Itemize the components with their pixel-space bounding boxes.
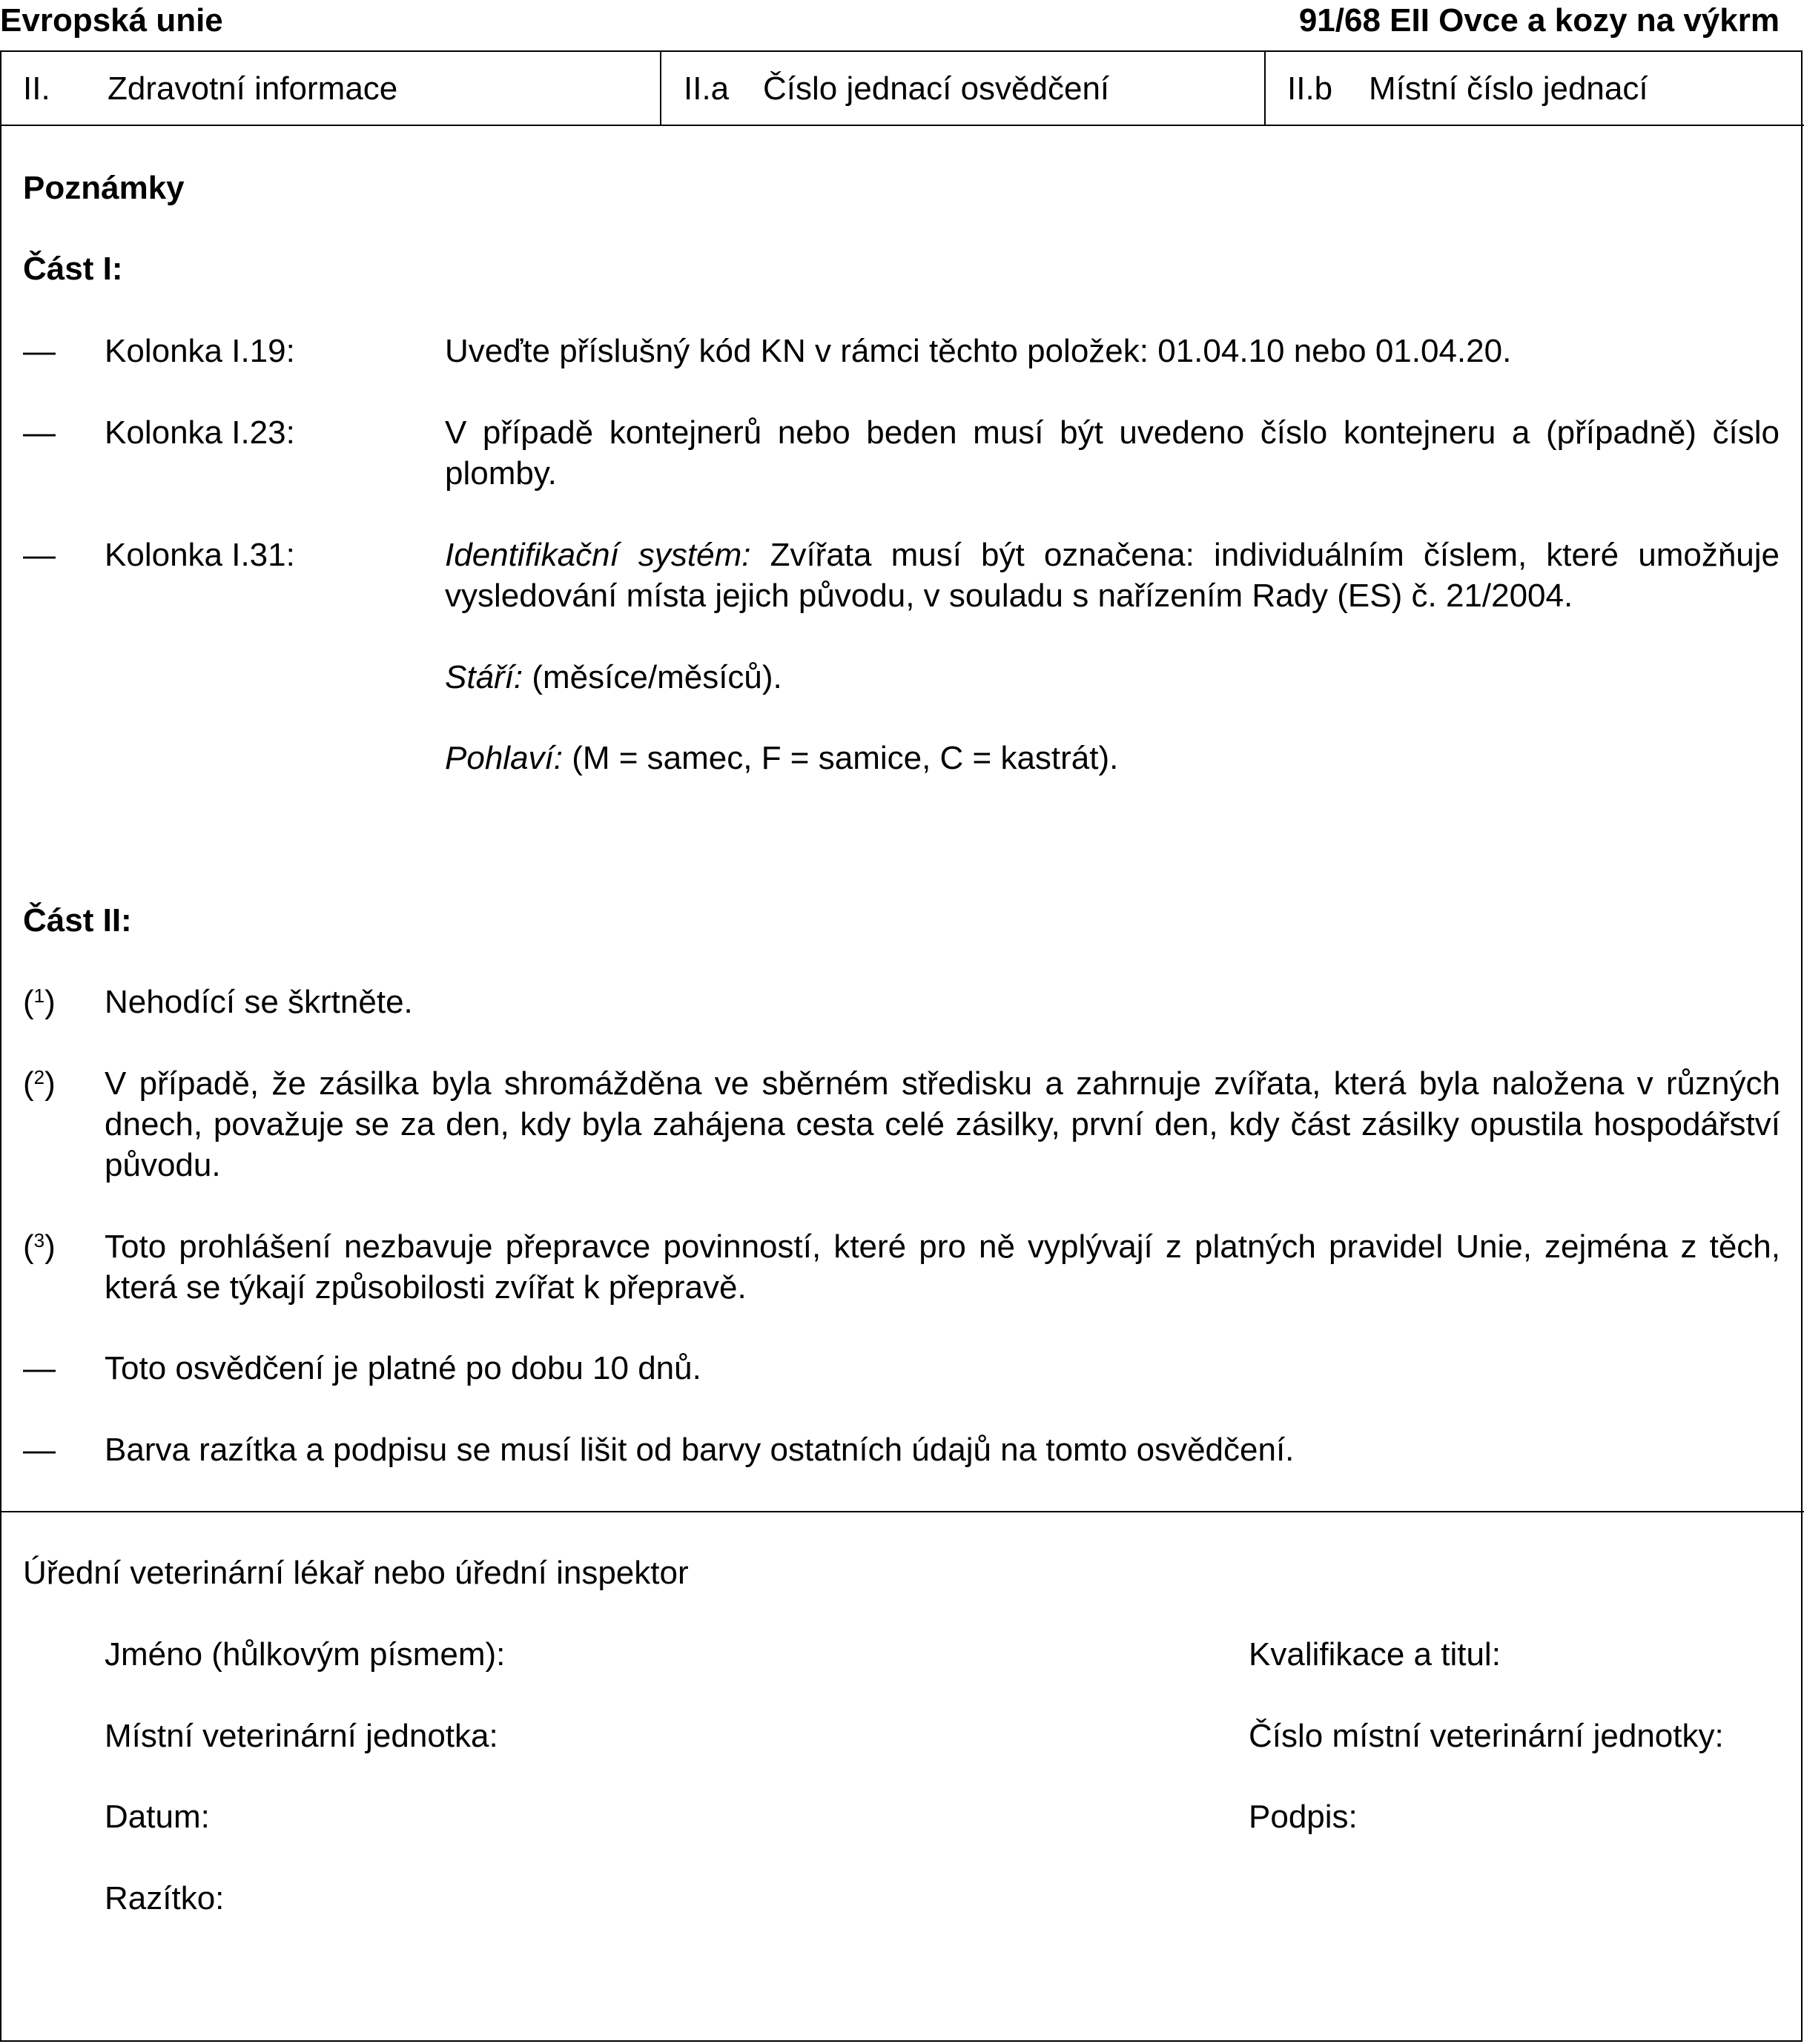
column-divider-2 xyxy=(1264,50,1266,126)
item-dash: — xyxy=(23,537,56,573)
notes-title: Poznámky xyxy=(23,170,185,206)
item-label: Kolonka I.31: xyxy=(105,537,295,573)
sex-paragraph xyxy=(445,738,1780,778)
item-text: Uveďte příslušný kód KN v rámci těchto položek: 01.04.10 nebo 01.04.20. xyxy=(445,333,1512,369)
footnote-marker: ($^1$) xyxy=(23,984,56,1020)
note-text: Toto osvědčení je platné po dobu 10 dnů. xyxy=(105,1350,701,1386)
header-left: Evropská unie xyxy=(0,2,223,39)
part-ii-title: Část II: xyxy=(23,902,132,939)
section-ii-label: Zdravotní informace xyxy=(108,70,398,107)
date-label: Datum: xyxy=(105,1799,210,1835)
header-right: 91/68 EII Ovce a kozy na výkrm xyxy=(1298,2,1780,39)
section-row-divider xyxy=(0,125,1804,126)
item-text: V případě kontejnerů nebo beden musí být uvedeno číslo kontejneru a (případně) číslo plomby. xyxy=(445,414,1780,492)
sex-term: Pohlaví: xyxy=(445,740,563,776)
footnote-marker: ($^2$) xyxy=(23,1065,56,1102)
item-label: Kolonka I.23: xyxy=(105,414,295,451)
section-iib-number: II.b xyxy=(1287,70,1333,107)
footnote-text: Nehodící se škrtněte. xyxy=(105,984,413,1020)
item-dash: — xyxy=(23,1350,56,1386)
footnote-text: Toto prohlášení nezbavuje přepravce povinností, které pro ně vyplývají z platných pravidel Unie, zejména z těch, která se týkají způsobilosti zvířat k přepravě. xyxy=(105,1228,1780,1306)
footnote-marker: ($^3$) xyxy=(23,1228,56,1265)
qualification-label: Kvalifikace a titul: xyxy=(1249,1636,1501,1673)
name-label: Jméno (hůlkovým písmem): xyxy=(105,1636,506,1673)
section-ii-number: II. xyxy=(23,70,50,107)
signature-label: Podpis: xyxy=(1249,1799,1358,1835)
section-iia-number: II.a xyxy=(684,70,730,107)
sex-text: (M = samec, F = samice, C = kastrát). xyxy=(562,740,1119,776)
identification-paragraph xyxy=(445,535,1780,616)
identification-term: Identifikační systém: xyxy=(445,537,751,573)
unit-label: Místní veterinární jednotka: xyxy=(105,1718,498,1754)
footnote-text: V případě, že zásilka byla shromážděna ve sběrném středisku a zahrnuje zvířata, která byla naložena v různých dnech, považuje se za den, kdy byla zahájena cesta celé zásilky, první den, kdy část zásilky opustila hospodářství původu. xyxy=(105,1065,1780,1183)
stamp-label: Razítko: xyxy=(105,1880,225,1916)
age-text: (měsíce/měsíců). xyxy=(523,659,782,695)
section-iia-label: Číslo jednací osvědčení xyxy=(763,70,1110,107)
item-label: Kolonka I.19: xyxy=(105,333,295,369)
age-term: Stáří: xyxy=(445,659,523,695)
age-paragraph xyxy=(445,657,1780,698)
unit-number-label: Číslo místní veterinární jednotky: xyxy=(1249,1718,1724,1754)
signature-divider xyxy=(0,1511,1804,1512)
item-dash: — xyxy=(23,1432,56,1468)
section-iib-label: Místní číslo jednací xyxy=(1369,70,1648,107)
part-i-title: Část I: xyxy=(23,251,123,287)
item-dash: — xyxy=(23,414,56,451)
identification-text: Zvířata musí být označena: individuálním číslem, které umožňuje vysledování místa jejich původu, v souladu s nařízením Rady (ES) č. 21/2004. xyxy=(445,537,1780,614)
item-dash: — xyxy=(23,333,56,369)
signature-title: Úřední veterinární lékař nebo úřední inspektor xyxy=(23,1555,689,1591)
note-text: Barva razítka a podpisu se musí lišit od barvy ostatních údajů na tomto osvědčení. xyxy=(105,1432,1295,1468)
column-divider-1 xyxy=(660,50,661,126)
